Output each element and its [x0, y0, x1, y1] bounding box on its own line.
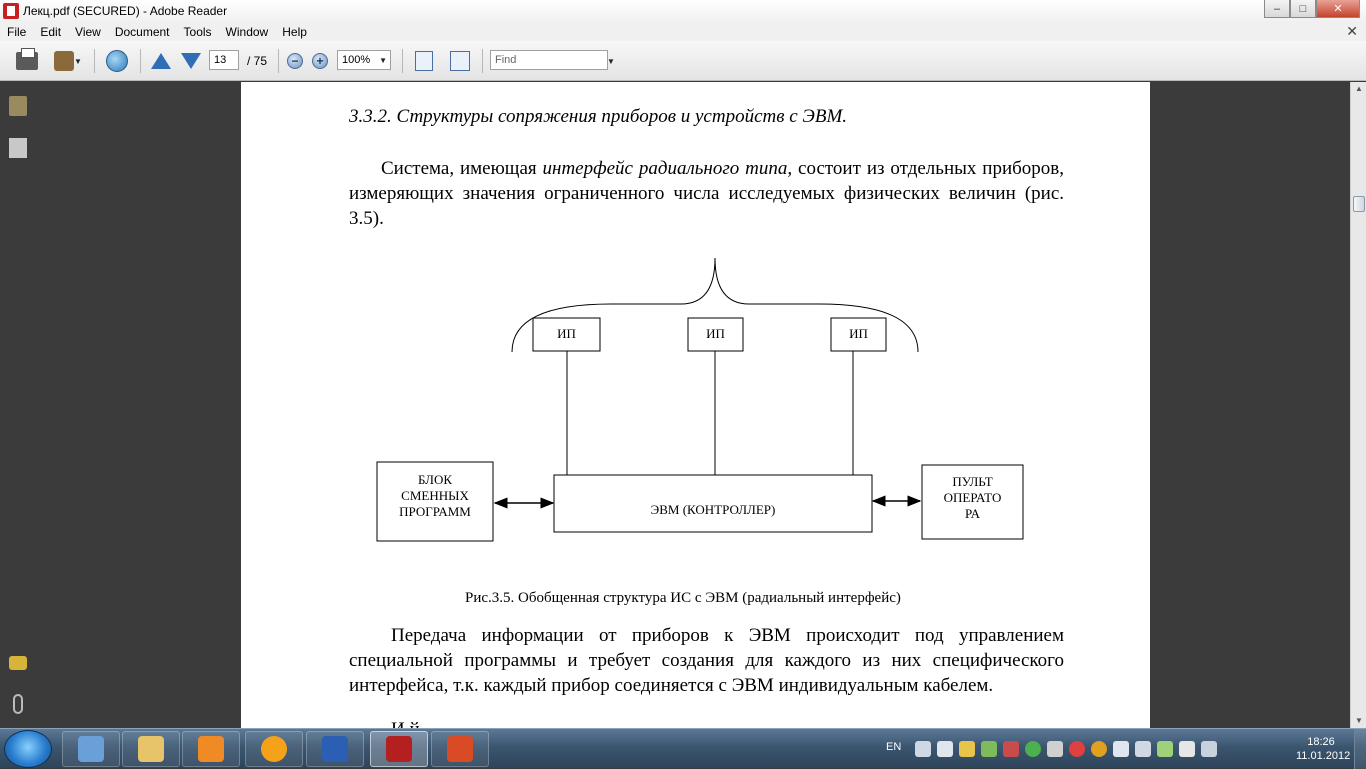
arrow-down-icon: [181, 53, 201, 69]
zoom-value: 100%: [342, 54, 371, 66]
menu-help[interactable]: Help: [282, 24, 307, 39]
menu-bar: [0, 22, 1366, 41]
clock[interactable]: [1296, 735, 1351, 763]
find-placeholder: Find: [495, 54, 517, 66]
menu-window[interactable]: Window: [225, 24, 269, 39]
globe-icon: [106, 50, 128, 72]
figure-caption: Рис.3.5. Обобщенная структура ИС с ЭВМ (радиальный интерфейс): [465, 590, 901, 606]
volume-icon[interactable]: [1047, 741, 1063, 757]
title-bar: [0, 0, 1366, 22]
window-title: Лекц.pdf (SECURED) - Adobe Reader: [23, 4, 228, 18]
play-icon: [198, 736, 224, 762]
program-block-line-1: БЛОК: [417, 472, 453, 487]
taskbar-presentation[interactable]: [431, 731, 489, 767]
word-icon: [322, 736, 348, 762]
page-total: / 75: [246, 54, 267, 68]
zoom-in-button[interactable]: [311, 50, 329, 72]
vertical-scrollbar[interactable]: [1350, 82, 1366, 728]
sign-button[interactable]: [50, 50, 86, 72]
tray-icon[interactable]: [1069, 741, 1085, 757]
tray-icon[interactable]: [981, 741, 997, 757]
close-button[interactable]: ✕: [1316, 0, 1360, 18]
toolbar-divider: [482, 49, 483, 73]
tray-icon[interactable]: [1025, 741, 1041, 757]
close-document-button[interactable]: ✕: [1346, 23, 1358, 39]
tray-icon[interactable]: [1157, 741, 1173, 757]
system-tray: [915, 741, 1217, 757]
paragraph-1-italic: интерфейс радиального типа,: [542, 158, 793, 179]
menu-tools[interactable]: Tools: [183, 24, 212, 39]
next-page-button[interactable]: [180, 50, 202, 72]
taskbar-mail-agent[interactable]: [245, 731, 303, 767]
ip-label-3: ИП: [849, 326, 868, 341]
operator-console-line-1: ПУЛЬТ: [952, 474, 993, 489]
comments-icon[interactable]: [9, 656, 27, 670]
tray-icon[interactable]: [1135, 741, 1151, 757]
tray-icon[interactable]: [937, 741, 953, 757]
attachments-icon[interactable]: [13, 694, 23, 714]
network-icon[interactable]: [1201, 741, 1217, 757]
taskbar-word[interactable]: [306, 731, 364, 767]
adobe-reader-icon: [386, 736, 412, 762]
program-block-line-3: ПРОГРАММ: [399, 504, 471, 519]
toolbar-divider: [140, 49, 141, 73]
paragraph-2: [349, 623, 1064, 698]
menu-file[interactable]: File: [7, 24, 27, 39]
chevron-down-icon: ▼: [607, 56, 615, 66]
menu-document[interactable]: Document: [114, 24, 170, 39]
fit-page-icon: [415, 51, 433, 71]
page-number-input[interactable]: 13: [209, 50, 239, 70]
printer-icon: [16, 52, 38, 70]
tray-icon[interactable]: [1091, 741, 1107, 757]
tray-icon[interactable]: [959, 741, 975, 757]
ip-label-2: ИП: [706, 326, 725, 341]
toolbar: [0, 41, 1366, 81]
sign-icon: [54, 51, 74, 71]
clock-date: 11.01.2012: [1296, 750, 1351, 762]
tray-icon[interactable]: [915, 741, 931, 757]
program-block-label: [377, 472, 493, 520]
fit-width-icon: [450, 51, 470, 71]
find-input[interactable]: [490, 50, 608, 70]
at-sign-icon: [261, 736, 287, 762]
toolbar-divider: [278, 49, 279, 73]
pdf-page: [241, 82, 1150, 728]
tray-icon[interactable]: [1003, 741, 1019, 757]
language-indicator[interactable]: EN: [886, 741, 902, 753]
taskbar-app-1[interactable]: [62, 731, 120, 767]
operator-console-label: [922, 474, 1023, 522]
adobe-reader-icon: [3, 3, 19, 19]
window-controls: [1264, 0, 1360, 18]
chevron-down-icon: ▼: [379, 55, 387, 65]
scroll-up-icon[interactable]: ▲: [1355, 84, 1363, 93]
taskbar-explorer[interactable]: [122, 731, 180, 767]
operator-console-line-2: ОПЕРАТО: [943, 490, 1002, 505]
toolbar-divider: [402, 49, 403, 73]
zoom-out-icon: −: [287, 53, 303, 69]
zoom-out-button[interactable]: [286, 50, 304, 72]
flag-icon[interactable]: [1113, 741, 1129, 757]
zoom-in-icon: +: [312, 53, 328, 69]
scroll-down-icon[interactable]: ▼: [1355, 716, 1363, 725]
zoom-select[interactable]: [337, 50, 391, 70]
collaborate-button[interactable]: [103, 50, 131, 72]
evm-label: ЭВМ (КОНТРОЛЛЕР): [650, 502, 776, 517]
clock-time: 18:26: [1307, 736, 1335, 748]
find-options-button[interactable]: [605, 50, 617, 72]
section-heading: 3.3.2. Структуры сопряжения приборов и устройств с ЭВМ.: [349, 106, 848, 127]
scrollbar-thumb[interactable]: [1353, 196, 1365, 212]
toolbar-divider: [94, 49, 95, 73]
minimize-button[interactable]: –: [1264, 0, 1290, 18]
taskbar-adobe-reader[interactable]: [370, 731, 428, 767]
page-thumbnails-icon[interactable]: [9, 138, 27, 158]
presentation-icon: [447, 736, 473, 762]
start-button[interactable]: [4, 730, 52, 768]
document-viewer[interactable]: [36, 82, 1350, 728]
tray-icon[interactable]: [1179, 741, 1195, 757]
show-desktop-button[interactable]: [1354, 729, 1366, 769]
fit-width-button[interactable]: [448, 50, 472, 72]
paragraph-2-text: Передача информации от приборов к ЭВМ происходит под управлением специальной программы и требует создания для каждого из них специфического интерфейса, т.к. каждый прибор соединяется с ЭВМ индивидуальным кабелем.: [349, 625, 1064, 696]
print-button[interactable]: [14, 50, 40, 72]
ip-label-1: ИП: [557, 326, 576, 341]
navigation-pane: [0, 82, 36, 728]
folder-icon: [138, 736, 164, 762]
arrow-up-icon: [151, 53, 171, 69]
paragraph-1-end: состоит из отдельных приборов, измеряющих значения ограниченного числа исследуемых физических величин (рис. 3.5).: [349, 158, 1065, 229]
paragraph-1-start: Система, имеющая: [381, 158, 543, 179]
taskbar-media-player[interactable]: [182, 731, 240, 767]
app-icon: [78, 736, 104, 762]
program-block-line-2: СМЕННЫХ: [401, 488, 469, 503]
chevron-down-icon: ▼: [74, 56, 82, 66]
taskbar: [0, 728, 1366, 768]
menu-view[interactable]: View: [75, 24, 101, 39]
fit-page-button[interactable]: [413, 50, 435, 72]
previous-page-button[interactable]: [150, 50, 172, 72]
operator-console-line-3: РА: [965, 506, 980, 521]
menu-edit[interactable]: Edit: [40, 24, 62, 39]
maximize-button[interactable]: □: [1290, 0, 1316, 18]
lock-icon[interactable]: [9, 96, 27, 116]
